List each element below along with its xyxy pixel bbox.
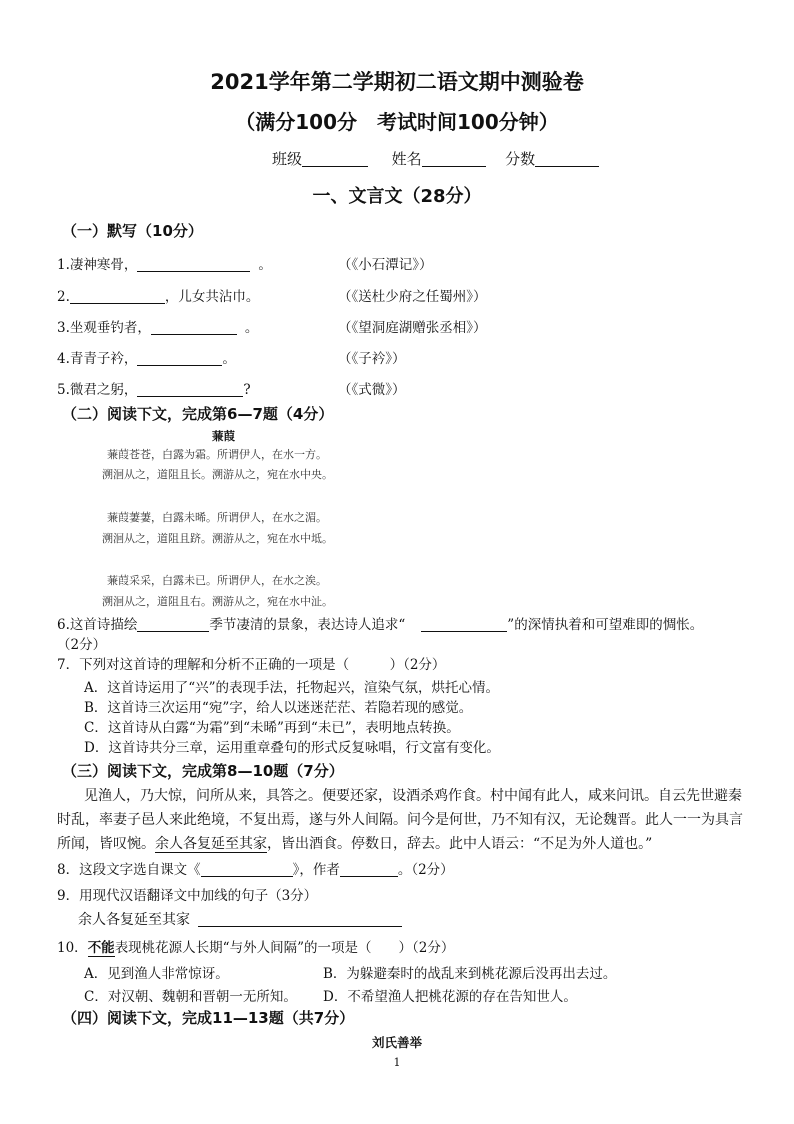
question-7: 7．下列对这首诗的理解和分析不正确的一项是（ ）（2分） (57, 657, 446, 673)
answer-blank-1[interactable] (137, 257, 250, 272)
underlined-sentence: 余人各复延至其家 (155, 836, 267, 852)
answer-blank-6a[interactable] (137, 617, 209, 632)
question-2: 2. ，儿女共沾巾。 (57, 289, 260, 305)
poem-line: 蒹葭苍苍，白露为霜。所谓伊人，在水一方。 (107, 448, 327, 461)
poem-line: 溯洄从之，道阻且长。溯游从之，宛在水中央。 (102, 468, 333, 481)
class-field[interactable] (302, 152, 368, 167)
source-2: （《送杜少府之任蜀州》） (338, 289, 487, 305)
answer-blank-3[interactable] (151, 320, 237, 335)
score-label: 分数 (505, 150, 536, 168)
option-item[interactable]: D．这首诗共分三章，运用重章叠句的形式反复咏唱，行文富有变化。 (84, 740, 500, 756)
source-5: （《式微》） (338, 382, 406, 398)
poem-title: 蒹葭 (212, 429, 235, 443)
name-label: 姓名 (391, 150, 422, 168)
question-9: 9．用现代汉语翻译文中加线的句子（3分） (57, 888, 318, 904)
option-item[interactable]: A．见到渔人非常惊讶。 (84, 966, 229, 982)
passage-title: 刘氏善举 (371, 1035, 422, 1050)
answer-blank-8a[interactable] (201, 862, 293, 877)
answer-blank-6b[interactable] (421, 617, 507, 632)
answer-blank-4[interactable] (137, 351, 222, 366)
section-title: 一、文言文（28分） (312, 186, 482, 207)
answer-blank-9[interactable] (198, 912, 402, 927)
score-field[interactable] (535, 152, 599, 167)
poem-line: 溯洄从之，道阻且右。溯游从之，宛在水中沚。 (102, 595, 333, 608)
question-8: 8．这段文字选自课文《 》，作者 。（2分） (57, 862, 454, 878)
question-10: 10．不能表现桃花源人长期“与外人间隔”的一项是（ ）（2分） (57, 940, 455, 956)
passage-line: 所闻，皆叹惋。余人各复延至其家，皆出酒食。停数日，辞去。此中人语云：“不足为外人道也。” (57, 836, 653, 852)
option-item[interactable]: C．这首诗从白露“为霜”到“未晞”再到“未已”，表明地点转换。 (84, 720, 460, 736)
question-1: 1.凄神寒骨， 。 (57, 257, 272, 273)
option-item[interactable]: B．这首诗三次运用“宛”字，给人以迷迷茫茫、若隐若现的感觉。 (84, 700, 473, 716)
answer-blank-8b[interactable] (340, 862, 398, 877)
name-field[interactable] (422, 152, 486, 167)
part3-heading: （三）阅读下文，完成第8—10题（7分） (62, 762, 344, 780)
poem-line: 蒹葭萋萋，白露未晞。所谓伊人，在水之湄。 (107, 511, 327, 524)
question-4: 4.青青子衿， 。 (57, 351, 236, 367)
student-info-line (272, 148, 599, 169)
part1-heading: （一）默写（10分） (62, 222, 203, 240)
answer-blank-5[interactable] (137, 382, 243, 397)
option-item[interactable]: C．对汉朝、魏朝和晋朝一无所知。 (84, 989, 297, 1005)
question-6-score: （2分） (57, 637, 107, 653)
page-subtitle: （满分100分 考试时间100分钟） (235, 110, 559, 134)
option-item[interactable]: A．这首诗运用了“兴”的表现手法，托物起兴，渲染气氛，烘托心情。 (84, 680, 500, 696)
question-9-sentence: 余人各复延至其家 (78, 909, 402, 929)
passage-line: 见渔人，乃大惊，问所从来，具答之。便要还家，设酒杀鸡作食。村中闻有此人，咸来问讯。自云先世避秦 (84, 788, 742, 804)
question-3: 3.坐观垂钓者， 。 (57, 320, 259, 336)
poem-line: 溯洄从之，道阻且跻。溯游从之，宛在水中坻。 (102, 532, 333, 545)
page-number: 1 (393, 1056, 401, 1069)
part2-heading: （二）阅读下文，完成第6—7题（4分） (62, 405, 334, 423)
option-item[interactable]: B．为躲避秦时的战乱来到桃花源后没再出去过。 (323, 966, 617, 982)
answer-blank-2[interactable] (70, 289, 165, 304)
source-4: （《子衿》） (338, 351, 406, 367)
option-item[interactable]: D．不希望渔人把桃花源的存在告知世人。 (323, 989, 577, 1005)
question-6: 6.这首诗描绘 季节凄清的景象，表达诗人追求“ ”的深情执着和可望难即的惆怅。 (57, 617, 704, 633)
poem-line: 蒹葭采采，白露未已。所谓伊人，在水之涘。 (107, 574, 327, 587)
page-title: 2021学年第二学期初二语文期中测验卷 (210, 70, 584, 94)
emphasis-not: 不能 (87, 940, 115, 956)
source-3: （《望洞庭湖赠张丞相》） (338, 320, 487, 336)
question-5: 5.微君之躬， ? (57, 382, 251, 398)
passage-line: 时乱，率妻子邑人来此绝境，不复出焉，遂与外人间隔。问今是何世，乃不知有汉，无论魏晋。此人一一为具言 (57, 812, 743, 828)
source-1: （《小石潭记》） (338, 257, 433, 273)
part4-heading: （四）阅读下文，完成11—13题（共7分） (62, 1009, 355, 1027)
class-label: 班级 (272, 150, 303, 168)
